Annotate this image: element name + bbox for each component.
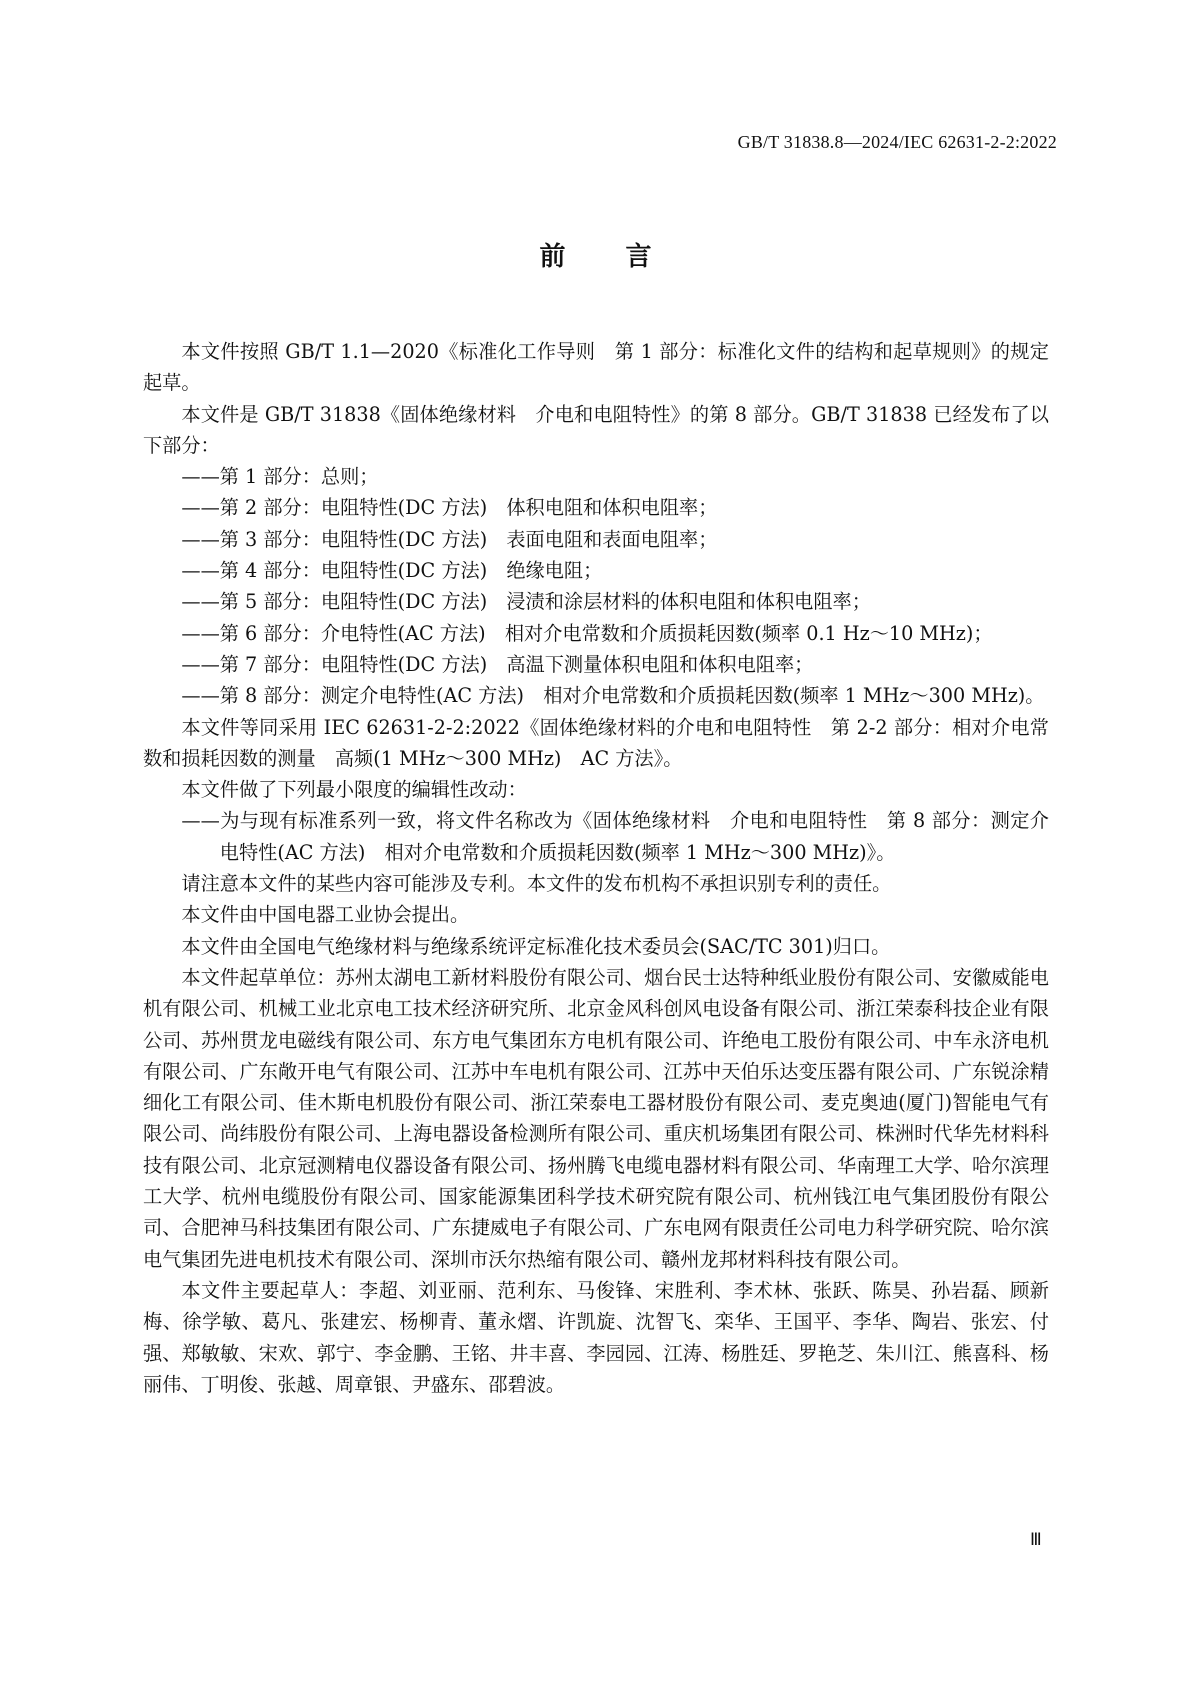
list-item-part-3: ——第 3 部分：电阻特性(DC 方法) 表面电阻和表面电阻率； [181,527,718,551]
paragraph-proposer: 本文件由中国电器工业协会提出。 [181,903,470,927]
paragraph-technical-committee: 本文件由全国电气绝缘材料与绝缘系统评定标准化技术委员会(SAC/TC 301)归口。 [181,934,891,958]
list-item-part-4: ——第 4 部分：电阻特性(DC 方法) 绝缘电阻； [181,559,603,583]
title-char-1: 前 [539,242,566,272]
list-item-part-2: ——第 2 部分：电阻特性(DC 方法) 体积电阻和体积电阻率； [181,496,718,520]
list-item-part-1: ——第 1 部分：总则； [181,465,379,489]
title-char-2: 言 [625,242,652,272]
page-number: Ⅲ [1030,1530,1042,1549]
list-item-part-6: ——第 6 部分：介电特性(AC 方法) 相对介电常数和介质损耗因数(频率 0.1 Hz～10 MHz)； [181,621,993,645]
paragraph-equivalent-adoption: 本文件等同采用 IEC 62631-2-2:2022《固体绝缘材料的介电和电阻特性 第 2-2 部分：相对介电常数和损耗因数的测量 高频(1 MHz～300 MHz) AC 方法》。 [143,715,1049,770]
page-title [0,236,1191,273]
list-item-part-8: ——第 8 部分：测定介电特性(AC 方法) 相对介电常数和介质损耗因数(频率 1 MHz～300 MHz)。 [181,684,1045,708]
paragraph-series-info: 本文件是 GB/T 31838《固体绝缘材料 介电和电阻特性》的第 8 部分。GB/T 31838 已经发布了以下部分： [143,402,1049,457]
paragraph-main-drafters: 本文件主要起草人：李超、刘亚丽、范利东、马俊锋、宋胜利、李术林、张跃、陈昊、孙岩磊、顾新梅、徐学敏、葛凡、张建宏、杨柳青、董永熠、许凯旋、沈智飞、栾华、王国平、李华、陶岩、张宏、付强、郑敏敏、宋欢、郭宁、李金鹏、王铭、井丰喜、李园园、江涛、杨胜廷、罗艳芝、朱川江、熊喜科、杨丽伟、丁明俊、张越、周章银、尹盛东、邵碧波。 [143,1278,1049,1396]
paragraph-patent-notice: 请注意本文件的某些内容可能涉及专利。本文件的发布机构不承担识别专利的责任。 [181,872,892,896]
paragraph-editorial-changes: 本文件做了下列最小限度的编辑性改动： [181,778,527,802]
paragraph-drafting-organizations: 本文件起草单位：苏州太湖电工新材料股份有限公司、烟台民士达特种纸业股份有限公司、安徽威能电机有限公司、机械工业北京电工技术经济研究所、北京金风科创风电设备有限公司、浙江荣泰科技企业有限公司、苏州贯龙电磁线有限公司、东方电气集团东方电机有限公司、许绝电工股份有限公司、中车永济电机有限公司、广东敞开电气有限公司、江苏中车电机有限公司、江苏中天伯乐达变压器有限公司、广东锐涂精细化工有限公司、佳木斯电机股份有限公司、浙江荣泰电工器材股份有限公司、麦克奥迪(厦门)智能电气有限公司、尚纬股份有限公司、上海电器设备检测所有限公司、重庆机场集团有限公司、株洲时代华先材料科技有限公司、北京冠测精电仪器设备有限公司、扬州腾飞电缆电器材料有限公司、华南理工大学、哈尔滨理工大学、杭州电缆股份有限公司、国家能源集团科学技术研究院有限公司、杭州钱江电气集团股份有限公司、合肥神马科技集团有限公司、广东捷威电子有限公司、广东电网有限责任公司电力科学研究院、哈尔滨电气集团先进电机技术有限公司、深圳市沃尔热缩有限公司、赣州龙邦材料科技有限公司。 [143,965,1049,1271]
paragraph-drafting-rules: 本文件按照 GB/T 1.1—2020《标准化工作导则 第 1 部分：标准化文件的结构和起草规则》的规定起草。 [143,340,1049,395]
list-item-editorial-change: ——为与现有标准系列一致，将文件名称改为《固体绝缘材料 介电和电阻特性 第 8 部分：测定介电特性(AC 方法) 相对介电常数和介质损耗因数(频率 1 MHz～300 MHz)》。 [181,809,1049,864]
foreword-body [143,336,1049,1400]
standard-number-header: GB/T 31838.8—2024/IEC 62631-2-2:2022 [737,132,1057,152]
list-item-part-7: ——第 7 部分：电阻特性(DC 方法) 高温下测量体积电阻和体积电阻率； [181,652,814,676]
list-item-part-5: ——第 5 部分：电阻特性(DC 方法) 浸渍和涂层材料的体积电阻和体积电阻率； [181,590,871,614]
